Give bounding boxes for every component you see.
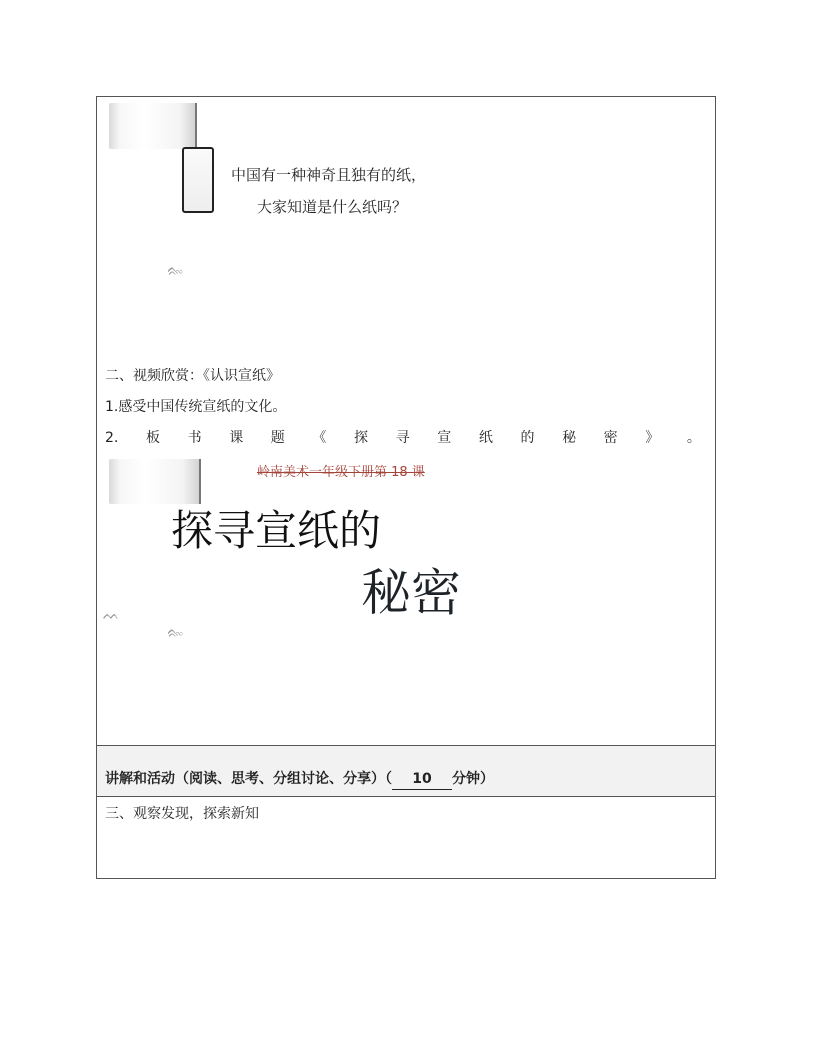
lesson-content-cell: [97, 97, 715, 745]
slide-caption: 岭南美术一年级下册第 18 课: [257, 465, 425, 480]
slide-title-line2: 秘密: [361, 564, 461, 622]
intro-question-line2: 大家知道是什么纸吗？: [257, 198, 408, 216]
lesson-plan-table: [96, 96, 716, 879]
scroll-image: [109, 103, 197, 149]
scroll-edge-decoration: [195, 103, 197, 149]
activity-header-label: [105, 769, 494, 790]
left-ink-decoration: ᨓ: [103, 607, 118, 623]
section3-cell: [97, 797, 715, 878]
ink-splash-decoration-2: ᨑ∾: [167, 625, 181, 641]
slide-scroll-image: [109, 459, 201, 504]
section3-heading: 三、观察发现，探索新知: [105, 806, 259, 822]
ink-splash-decoration: ᨑ∾: [167, 263, 181, 279]
activity-minutes-unit: 分钟）: [452, 771, 494, 787]
intro-question-line1: 中国有一种神奇且独有的纸，: [231, 166, 427, 184]
scroll-frame-icon: [182, 147, 214, 213]
section2-item1: 1.感受中国传统宣纸的文化。: [105, 399, 287, 415]
activity-header-row: [97, 745, 715, 797]
section2-heading: 二、视频欣赏：《认识宣纸》: [105, 368, 280, 384]
slide-title-line1: 探寻宣纸的: [171, 506, 382, 555]
activity-header-text: 讲解和活动（阅读、思考、分组讨论、分享）（: [105, 771, 392, 787]
activity-minutes: 10: [392, 769, 452, 790]
slide-scroll-edge: [199, 459, 201, 504]
section2-item2-board-title: 2. 板 书 课 题 《 探 寻 宣 纸 的 秘 密 》 。: [105, 430, 701, 446]
